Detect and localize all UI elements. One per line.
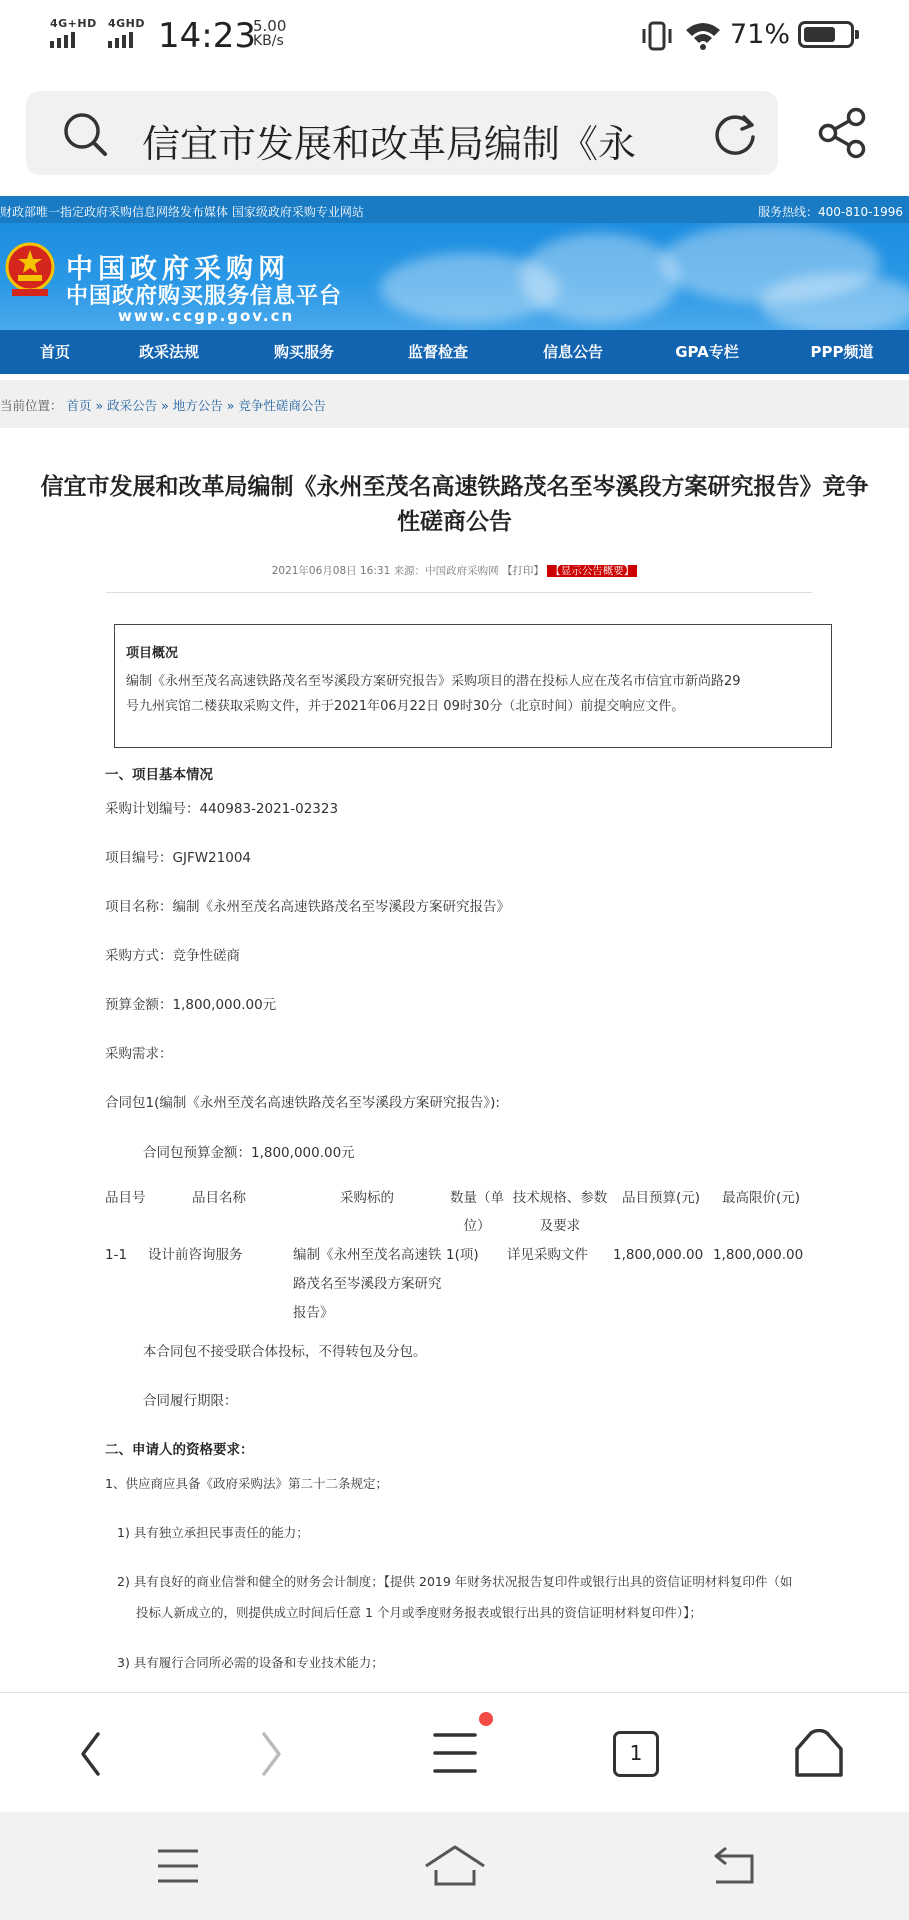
breadcrumb-current[interactable]: 竞争性磋商公告 [238,398,326,413]
breadcrumb [0,380,909,428]
table-header: 品目名称 [192,1190,246,1206]
back-icon[interactable] [78,1731,104,1777]
table-header: 品目预算(元) [622,1190,701,1206]
nav-announcements[interactable]: 信息公告 [542,343,603,361]
clock: 14:23 [158,16,256,56]
back-icon[interactable] [708,1846,756,1886]
nav-ppp[interactable]: PPP频道 [810,343,874,361]
requirement-item: 3) 具有履行合同所必需的设备和专业技术能力； [117,1655,384,1670]
project-name: 项目名称：编制《永州至茂名高速铁路茂名至岑溪段方案研究报告》 [105,899,510,915]
nav-regulations[interactable]: 政采法规 [138,343,199,361]
browser-toolbar [0,1692,909,1813]
address-bar[interactable] [26,91,778,175]
refresh-icon[interactable] [712,111,758,157]
section-heading: 二、申请人的资格要求： [105,1442,254,1458]
site-logo-subtitle: 中国政府购买服务信息平台 [66,284,343,309]
title-line-1: 信宜市发展和改革局编制《永州至茂名高速铁路茂名至岑溪段方案研究报告》竞争 [40,474,869,500]
national-emblem-icon [4,241,56,299]
tab-count: 1 [629,1741,643,1765]
project-overview-box [114,624,832,748]
signal-bars-icon [108,32,133,48]
site-url: www.ccgp.gov.cn [118,307,295,325]
recents-icon[interactable] [156,1848,200,1884]
section-heading: 一、项目基本情况 [105,767,213,783]
breadcrumb-local[interactable]: 地方公告 [172,398,223,413]
publish-info: 2021年06月08日 16:31 来源：中国政府采购网 [271,565,499,577]
divider [106,592,812,593]
site-top-strip [0,196,909,223]
wifi-icon [684,20,722,50]
breadcrumb-announcements[interactable]: 政采公告 [107,398,158,413]
vibrate-icon [640,21,674,51]
nav-purchase-services[interactable]: 购买服务 [273,343,334,361]
breadcrumb-separator: » [226,398,235,413]
project-number: 项目编号：GJFW21004 [105,850,252,866]
table-cell: 编制《永州至茂名高速铁路茂名至岑溪段方案研究报告》 [293,1247,442,1321]
share-icon[interactable] [818,107,868,159]
requirement-item: 1) 具有独立承担民事责任的能力； [117,1525,309,1540]
status-bar [0,0,909,72]
system-navigation-bar [0,1812,909,1920]
menu-icon[interactable] [430,1711,498,1779]
nav-supervision[interactable]: 监督检查 [407,343,468,361]
package-budget: 合同包预算金额：1,800,000.00元 [143,1145,355,1161]
site-logo-title[interactable]: 中国政府采购网 [66,254,290,285]
procurement-method: 采购方式：竞争性磋商 [105,948,240,964]
table-cell: 1(项) [446,1247,479,1263]
address-text[interactable]: 信宜市发展和改革局编制《永 [142,122,637,166]
nav-gpa[interactable]: GPA专栏 [675,343,739,361]
hotline: 服务热线：400-810-1996 [758,205,904,219]
table-cell: 设计前咨询服务 [148,1247,243,1263]
table-cell: 1-1 [105,1247,128,1263]
budget-amount: 预算金额：1,800,000.00元 [105,997,277,1013]
table-header: 技术规格、参数及要求 [512,1190,608,1234]
contract-period: 合同履行期限： [143,1393,238,1409]
print-button[interactable]: 【打印】 [501,565,544,577]
table-header: 最高限价(元) [722,1190,801,1206]
table-header: 品目号 [105,1190,146,1206]
breadcrumb-separator: » [161,398,169,413]
overview-body [126,669,826,719]
table-header: 采购标的 [340,1190,394,1206]
table-cell: 1,800,000.00 [713,1247,804,1263]
consortium-note: 本合同包不接受联合体投标，不得转包及分包。 [143,1344,427,1360]
site-banner [0,223,909,330]
article-meta [0,563,909,578]
table-cell: 1,800,000.00 [613,1247,704,1263]
speed-value: 5.00 [253,17,287,35]
network-type-sim1: 4G+HD [50,17,97,30]
title-line-2: 性磋商公告 [397,509,512,535]
site-nav [0,330,909,374]
signal-sim2 [108,17,145,52]
requirement-item: 2) 具有良好的商业信誉和健全的财务会计制度；【提供 2019 年财务状况报告复印件或银行出具的资信证明材料复印件（如 [117,1574,793,1589]
contract-package: 合同包1(编制《永州至茂名高速铁路茂名至岑溪段方案研究报告》): [105,1095,500,1111]
overview-line-2: 号九州宾馆二楼获取采购文件，并于2021年06月22日 09时30分（北京时间）前提交响应文件。 [126,699,685,714]
breadcrumb-home[interactable]: 首页 [66,398,92,413]
overview-heading: 项目概况 [126,646,179,661]
requirement-item-continued: 投标人新成立的，则提供成立时间后任意 1 个月或季度财务报表或银行出具的资信证明材料复印件）】； [136,1605,702,1620]
plan-number: 采购计划编号：440983-2021-02323 [105,801,339,817]
procurement-demand: 采购需求： [105,1046,173,1062]
breadcrumb-separator: » [95,398,104,413]
nav-home[interactable]: 首页 [39,343,70,361]
tabs-icon[interactable] [613,1731,659,1777]
signal-bars-icon [50,32,75,48]
speed-unit: KB/s [253,33,284,49]
show-summary-button[interactable]: 【显示公告概要】 [547,565,637,577]
table-header: 数量（单位） [450,1190,504,1234]
network-speed [253,19,286,49]
breadcrumb-prefix: 当前位置： [0,398,63,413]
battery-icon [798,21,854,48]
page-title [16,470,893,540]
home-icon[interactable] [424,1844,486,1888]
home-icon[interactable] [793,1729,845,1779]
requirement-item: 1、供应商应具备《政府采购法》第二十二条规定； [105,1476,388,1491]
search-icon[interactable] [62,111,108,157]
battery-percent: 71% [730,19,791,50]
overview-line-1: 编制《永州至茂名高速铁路茂名至岑溪段方案研究报告》采购项目的潜在投标人应在茂名市信宜市新尚路29 [126,674,741,689]
network-type-sim2: 4GHD [108,17,146,30]
site-slogan: 财政部唯一指定政府采购信息网络发布媒体 国家级政府采购专业网站 [0,205,364,219]
table-cell: 详见采购文件 [507,1247,588,1263]
forward-icon[interactable] [258,1731,284,1777]
signal-sim1 [50,17,97,52]
